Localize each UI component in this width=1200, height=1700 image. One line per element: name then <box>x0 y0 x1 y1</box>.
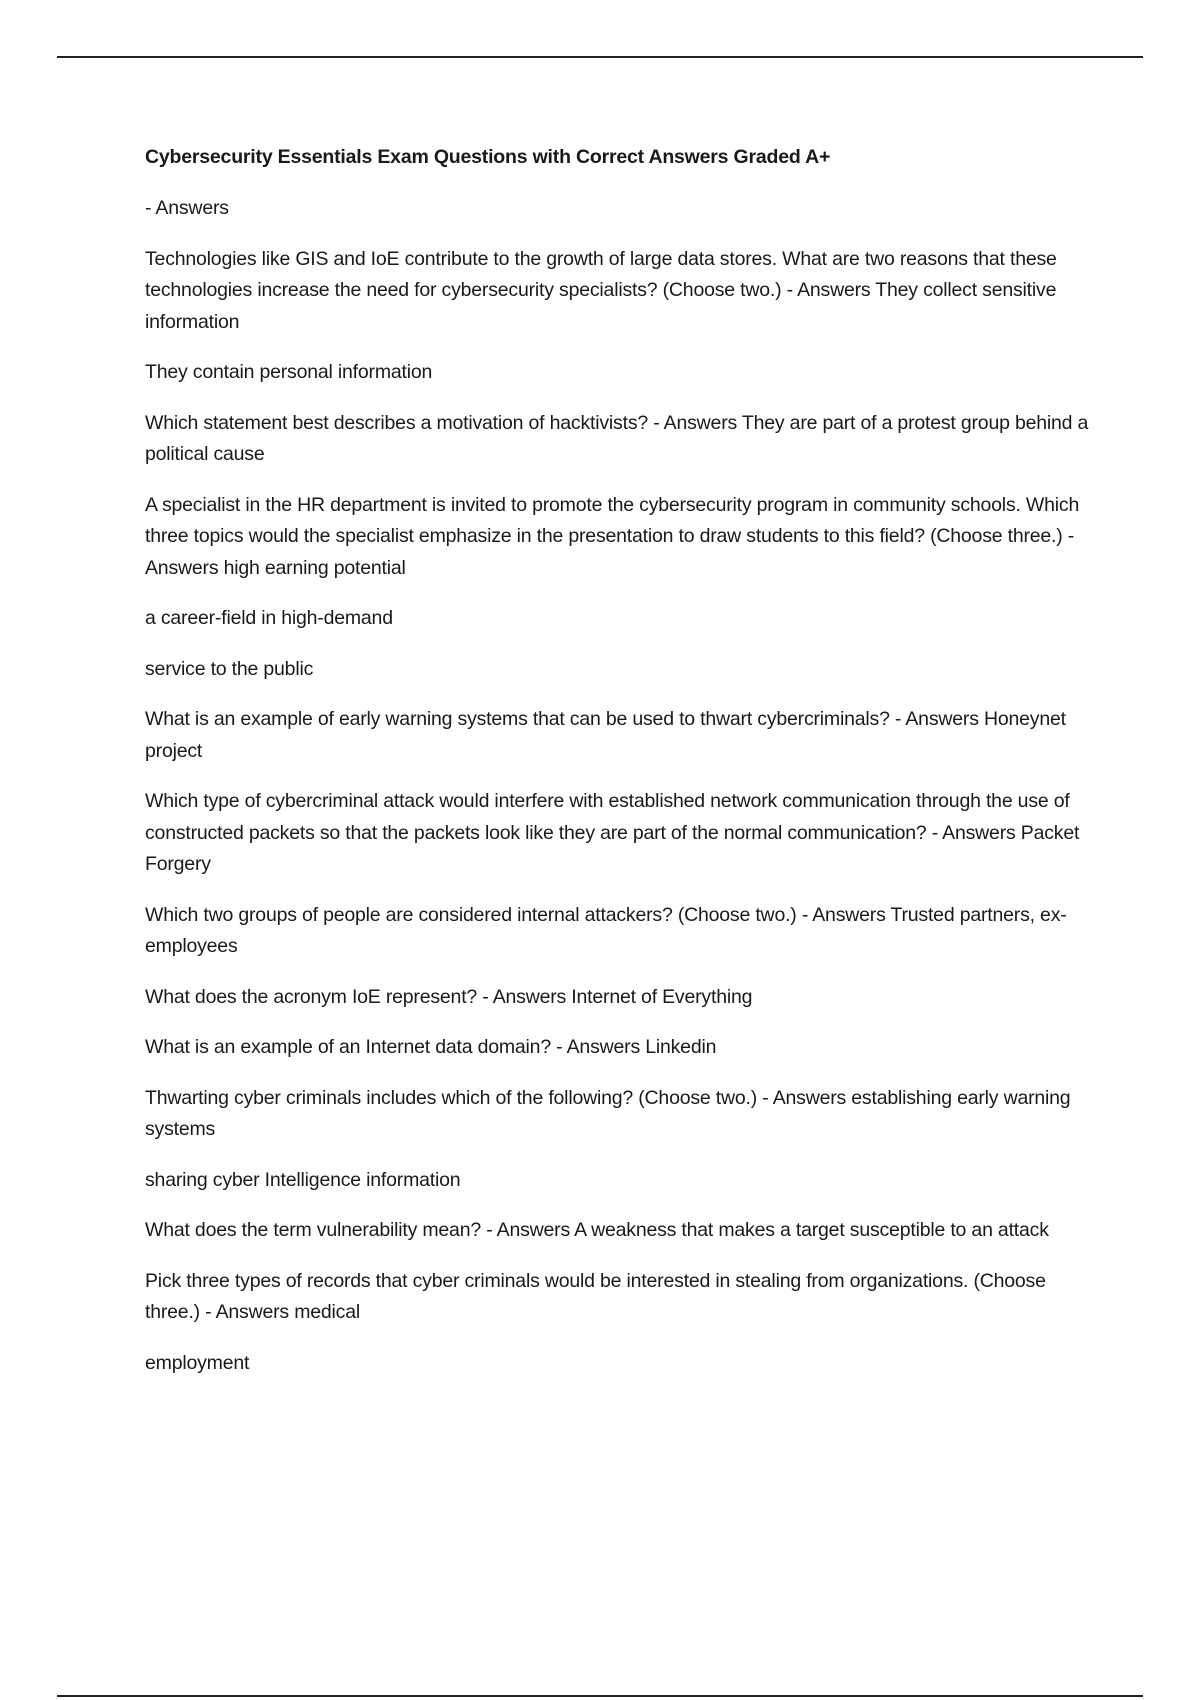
paragraph: What does the term vulnerability mean? - Answers A weakness that makes a target susceptible to an attack <box>145 1219 1049 1241</box>
paragraph: What is an example of early warning systems that can be used to thwart cybercriminals? - Answers Honeynet project <box>145 708 1066 762</box>
paragraph: Which two groups of people are considered internal attackers? (Choose two.) - Answers Trusted partners, ex-employees <box>145 903 1067 957</box>
paragraph: - Answers <box>145 197 229 219</box>
paragraph: Thwarting cyber criminals includes which of the following? (Choose two.) - Answers establishing early warning systems <box>145 1086 1071 1140</box>
paragraph: Technologies like GIS and IoE contribute to the growth of large data stores. What are two reasons that these technologies increase the need for cybersecurity specialists? (Choose two.) - Answers They collect sensitive information <box>145 247 1057 333</box>
paragraph: employment <box>145 1351 250 1374</box>
paragraph: a career-field in high-demand <box>145 607 393 629</box>
paragraph: Pick three types of records that cyber criminals would be interested in stealing from organizations. (Choose three.) - Answers medical <box>145 1269 1046 1323</box>
document-body <box>145 142 1095 1398</box>
paragraph: Which statement best describes a motivation of hacktivists? - Answers They are part of a protest group behind a political cause <box>145 411 1089 465</box>
header-rule <box>57 56 1143 58</box>
paragraph: What is an example of an Internet data domain? - Answers Linkedin <box>145 1036 717 1058</box>
paragraph: What does the acronym IoE represent? - Answers Internet of Everything <box>145 985 753 1008</box>
paragraph: service to the public <box>145 657 314 680</box>
paragraph: sharing cyber Intelligence information <box>145 1168 461 1191</box>
paragraph: They contain personal information <box>145 361 433 383</box>
paragraph: Which type of cybercriminal attack would interfere with established network communication through the use of constructed packets so that the packets look like they are part of the normal communication? - Answers Packet Forgery <box>145 790 1080 875</box>
document-title: Cybersecurity Essentials Exam Questions with Correct Answers Graded A+ <box>145 146 831 168</box>
footer-rule <box>57 1695 1143 1697</box>
paragraph: A specialist in the HR department is invited to promote the cybersecurity program in community schools. Which three topics would the specialist emphasize in the presentation to draw students to this field? (Choose three.) - Answers high earning potential <box>145 493 1080 579</box>
